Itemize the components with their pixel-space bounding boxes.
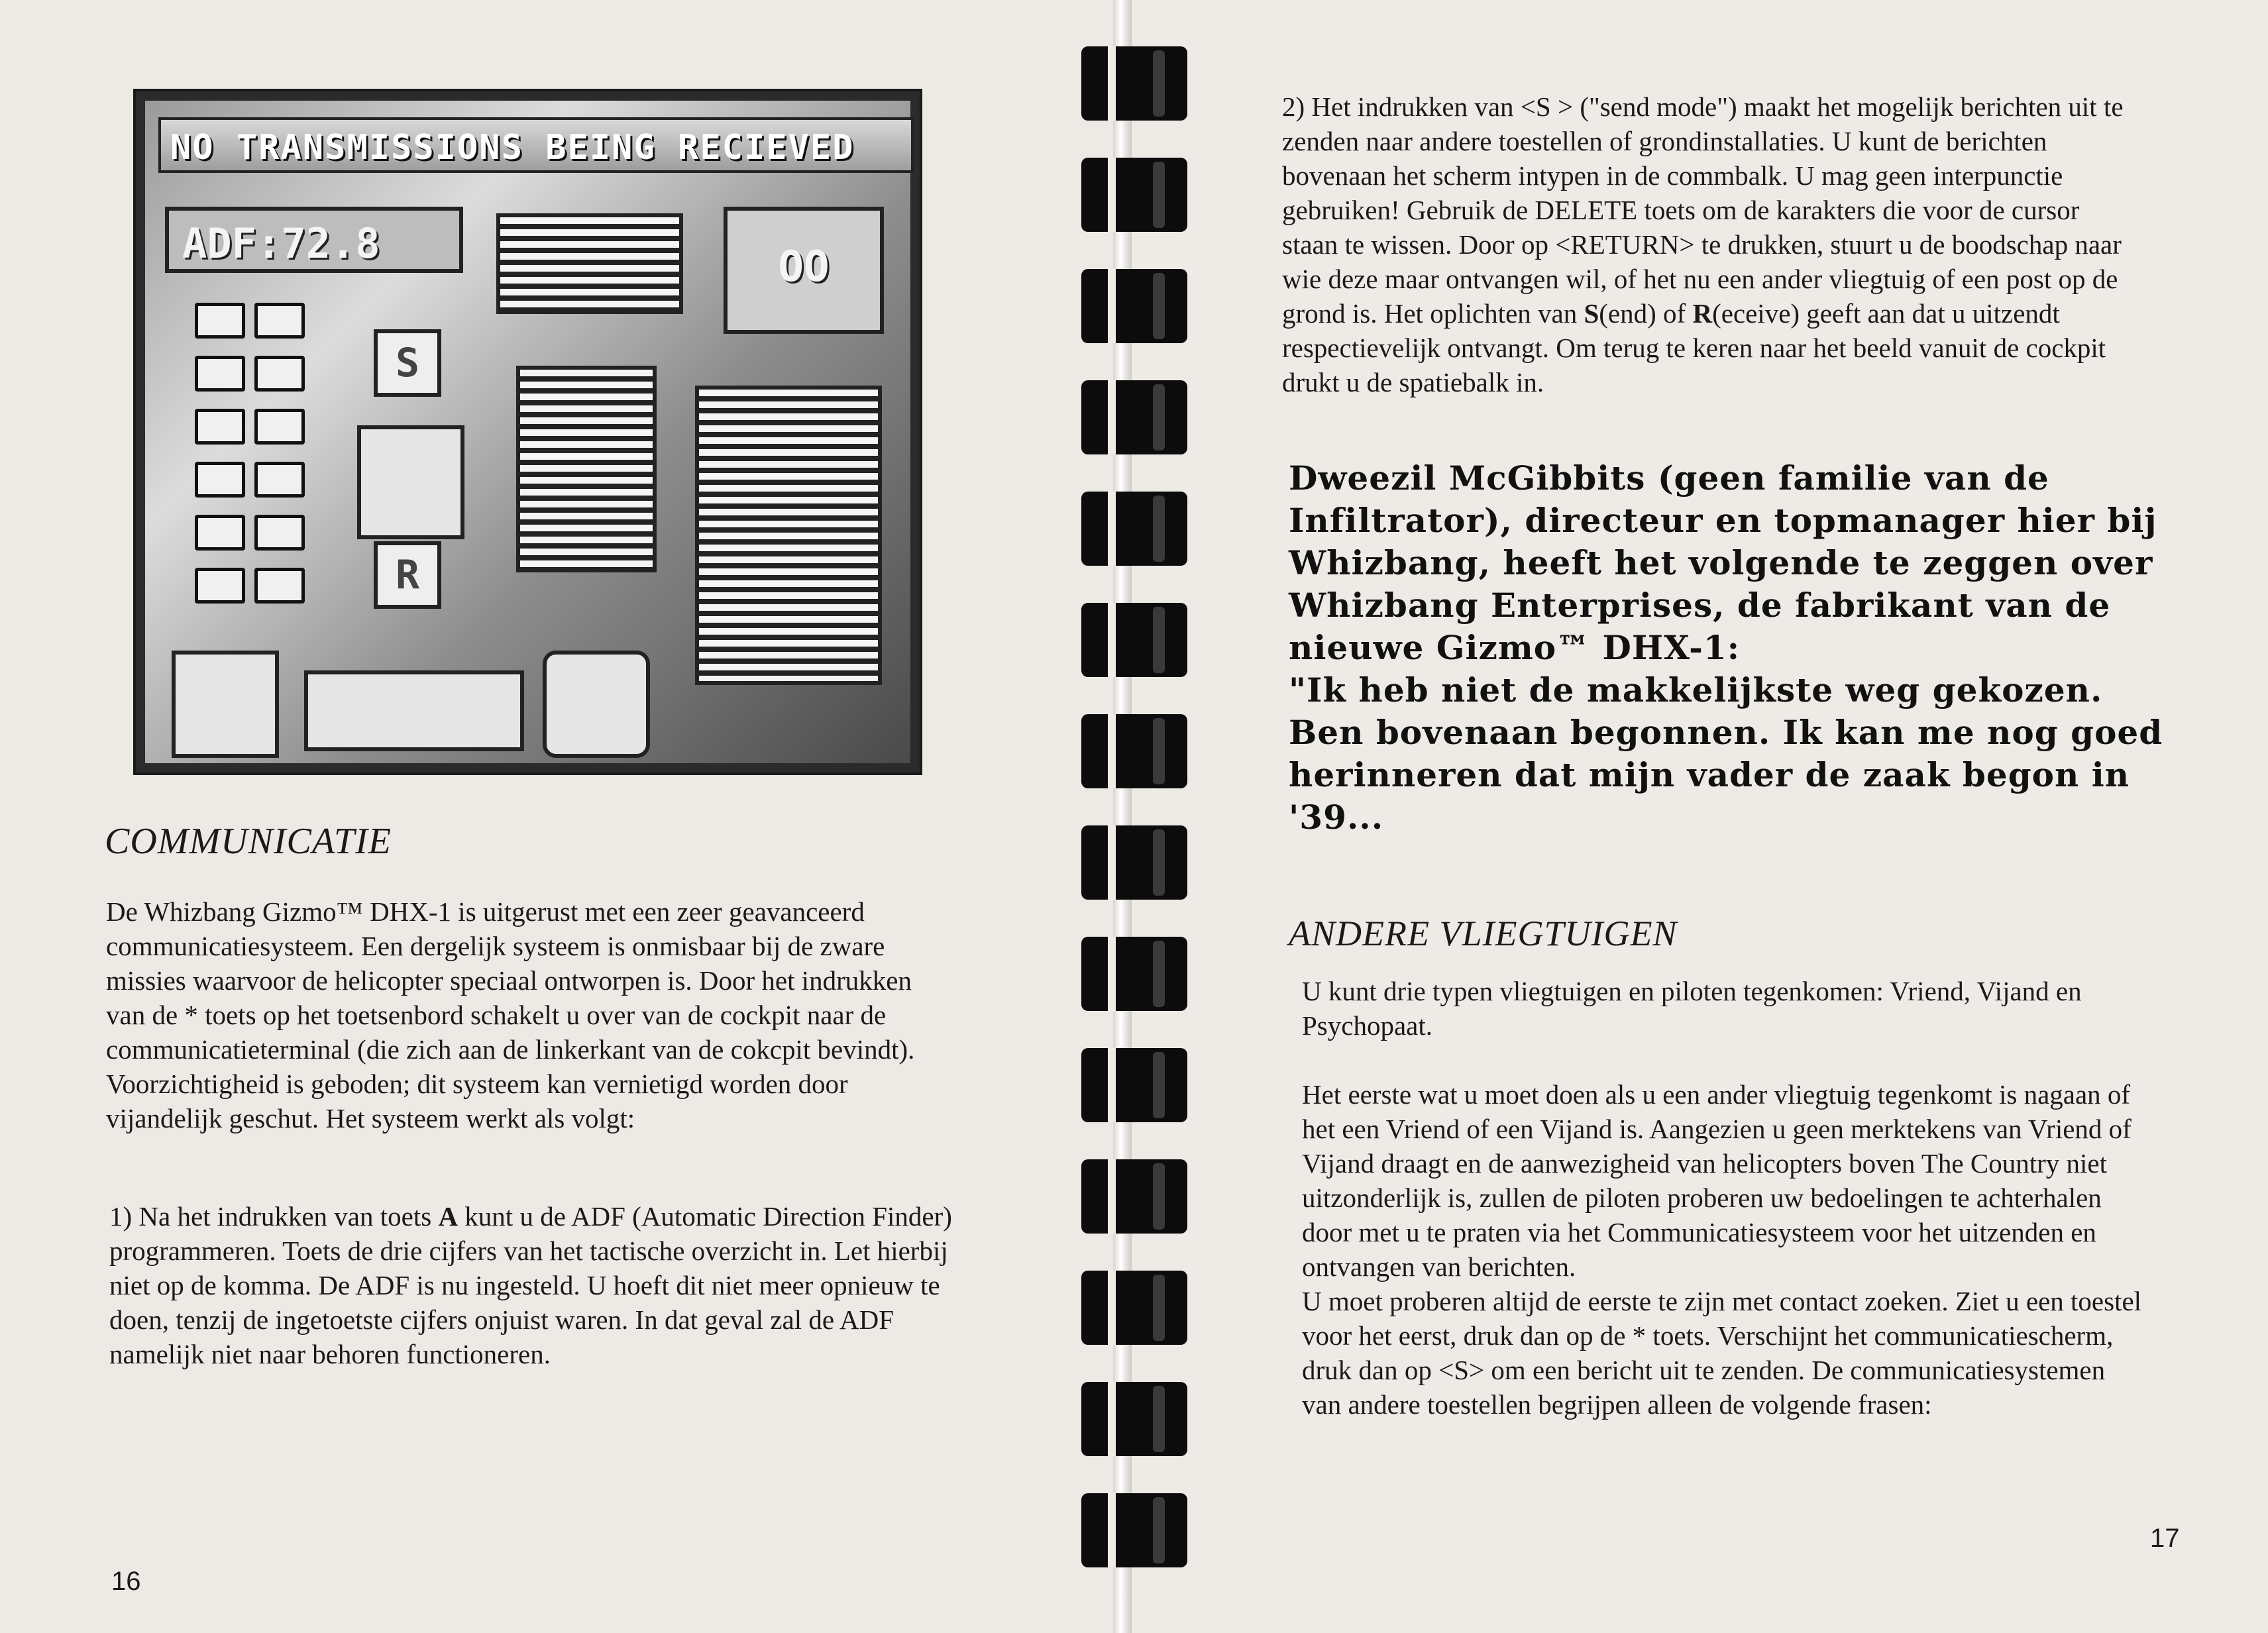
- step-2-send-letter: S: [1584, 298, 1599, 329]
- step-1-pre: 1) Na het indrukken van toets: [109, 1201, 439, 1232]
- dial-indicators: OO: [724, 207, 884, 334]
- send-key: S: [374, 329, 441, 397]
- binding-ring: [1081, 1159, 1187, 1234]
- binding-ring: [1081, 158, 1187, 232]
- terminal-panel: [145, 101, 910, 763]
- processor-block: [357, 425, 464, 539]
- section-heading-communicatie: COMMUNICATIE: [105, 821, 392, 862]
- step-1: [109, 1199, 971, 1371]
- page-number-left: 16: [111, 1567, 141, 1596]
- intro-paragraph: De Whizbang Gizmo™ DHX-1 is uitgerust met een zeer geavanceerd communicatiesysteem. Een dergelijk systeem is onmisbaar bij de zware missies waarvoor de helicopter speciaal ontworpen is. Door het indrukken van de * toets op het toetsenbord schakelt u over van de cockpit naar de communicatieterminal (die zich aan de linkerkant van de cokcpit bevindt). Voorzichtigheid is geboden; dit systeem kan vernietigd worden door vijandelijk geschut. Het systeem werkt als volgt:: [106, 896, 915, 1133]
- step-2-text-c: (eceive) geeft aan dat u uitzendt respectievelijk ontvangt. Om terug te keren naar het beeld vanuit de cockpit drukt u de spatiebalk in.: [1282, 298, 2106, 397]
- binding-ring: [1081, 492, 1187, 566]
- communication-terminal-screenshot: [136, 91, 920, 772]
- corner-bracket-key: [172, 651, 279, 758]
- step-2: [1282, 89, 2137, 399]
- power-knob: [543, 651, 650, 758]
- keypad-key: [254, 303, 305, 339]
- types-paragraph: U kunt drie typen vliegtuigen en piloten tegenkomen: Vriend, Vijand en Psychopaat.: [1302, 976, 2082, 1041]
- bottom-bar: [304, 670, 524, 751]
- quote-text: "Ik heb niet de makkelijkste weg gekozen. Ben bovenaan begonnen. Ik kan me nog goed herinneren dat mijn vader de zaak begon in '39...: [1289, 670, 2163, 837]
- left-page: [0, 0, 1123, 1633]
- binding-ring: [1081, 1048, 1187, 1122]
- binding-ring: [1081, 603, 1187, 677]
- binding-ring: [1081, 1271, 1187, 1345]
- keypad-key: [254, 462, 305, 498]
- binding-ring: [1081, 1493, 1187, 1567]
- section-heading-andere-vliegtuigen: ANDERE VLIEGTUIGEN: [1289, 914, 1678, 953]
- binding-ring: [1081, 46, 1187, 121]
- andere-vliegtuigen-text: [1302, 974, 2143, 1422]
- step-1-paragraph: [109, 1199, 971, 1371]
- step-2-paragraph: [1282, 89, 2137, 399]
- step-1-post: kunt u de ADF (Automatic Direction Finder) programmeren. Toets de drie cijfers van het tactische overzicht in. Let hierbij niet op de komma. De ADF is nu ingesteld. U hoeft dit niet meer opnieuw te doen, tenzij de ingetoetste cijfers onjuist waren. In dat geval zal de ADF namelijk niet naar behoren functioneren.: [109, 1201, 952, 1369]
- page-number-right: 17: [2150, 1524, 2180, 1553]
- spacer: [1302, 1043, 2143, 1077]
- identify-paragraph: Het eerste wat u moet doen als u een ander vliegtuig tegenkomt is nagaan of het een Vriend of een Vijand is. Aangezien u geen merktekens van Vriend of Vijand draagt en de aanwezigheid van helicopters boven The Country niet uitzonderlijk is, zullen de piloten proberen uw bedoelingen te achterhalen door met u te praten via het Communicatiesysteem voor het uitzenden en ontvangen van berichten.: [1302, 1079, 2132, 1282]
- binding-ring: [1081, 937, 1187, 1011]
- keypad-key: [254, 568, 305, 604]
- binding-ring: [1081, 269, 1187, 343]
- card-slot: [695, 386, 882, 685]
- keypad-key: [254, 409, 305, 445]
- communicatie-intro: [106, 894, 954, 1135]
- step-2-text-b: (end) of: [1599, 298, 1693, 329]
- display-grid: [516, 366, 657, 572]
- mcgibbits-quote: [1289, 457, 2170, 839]
- keypad-key: [195, 568, 245, 604]
- keypad-key: [195, 515, 245, 551]
- keypad-key: [195, 409, 245, 445]
- quote-intro: Dweezil McGibbits (geen familie van de Infiltrator), directeur en topmanager hier bij Whizbang, heeft het volgende te zeggen over Whizbang Enterprises, de fabrikant van de nieuwe Gizmo™ DHX-1:: [1289, 458, 2157, 667]
- binding-ring: [1081, 380, 1187, 454]
- keypad-key: [195, 303, 245, 339]
- binding-ring: [1081, 714, 1187, 788]
- keypad-key: [195, 462, 245, 498]
- step-2-receive-letter: R: [1692, 298, 1713, 329]
- keypad-key: [254, 515, 305, 551]
- contact-paragraph: U moet proberen altijd de eerste te zijn met contact zoeken. Ziet u een toestel voor het eerst, druk dan op de * toets. Verschijnt het communicatiescherm, druk dan op <S> om een bericht uit te zenden. De communicatiesystemen van andere toestellen begrijpen alleen de volgende frasen:: [1302, 1286, 2142, 1420]
- binding-ring: [1081, 1382, 1187, 1456]
- step-2-text-a: 2) Het indrukken van <S > ("send mode") maakt het mogelijk berichten uit te zenden naar andere toestellen of grondinstallaties. U kunt de berichten bovenaan het scherm intypen in de commbalk. U mag geen interpunctie gebruiken! Gebruik de DELETE toets om de karakters die voor de cursor staan te wissen. Door op <RETURN> te drukken, stuurt u de boodschap naar wie deze maar ontvangen wil, of het nu een ander vliegtuig of een post op de grond is. Het oplichten van: [1282, 91, 2124, 329]
- spiral-binding: [1067, 0, 1199, 1633]
- receive-key: R: [374, 541, 441, 609]
- comm-slot-top: [496, 213, 683, 314]
- keypad-key: [195, 356, 245, 392]
- keypad-key: [254, 356, 305, 392]
- step-1-key: A: [438, 1201, 459, 1232]
- message-bar: NO TRANSMISSIONS BEING RECIEVED: [158, 117, 914, 173]
- binding-ring: [1081, 825, 1187, 900]
- adf-readout: ADF:72.8: [165, 207, 463, 273]
